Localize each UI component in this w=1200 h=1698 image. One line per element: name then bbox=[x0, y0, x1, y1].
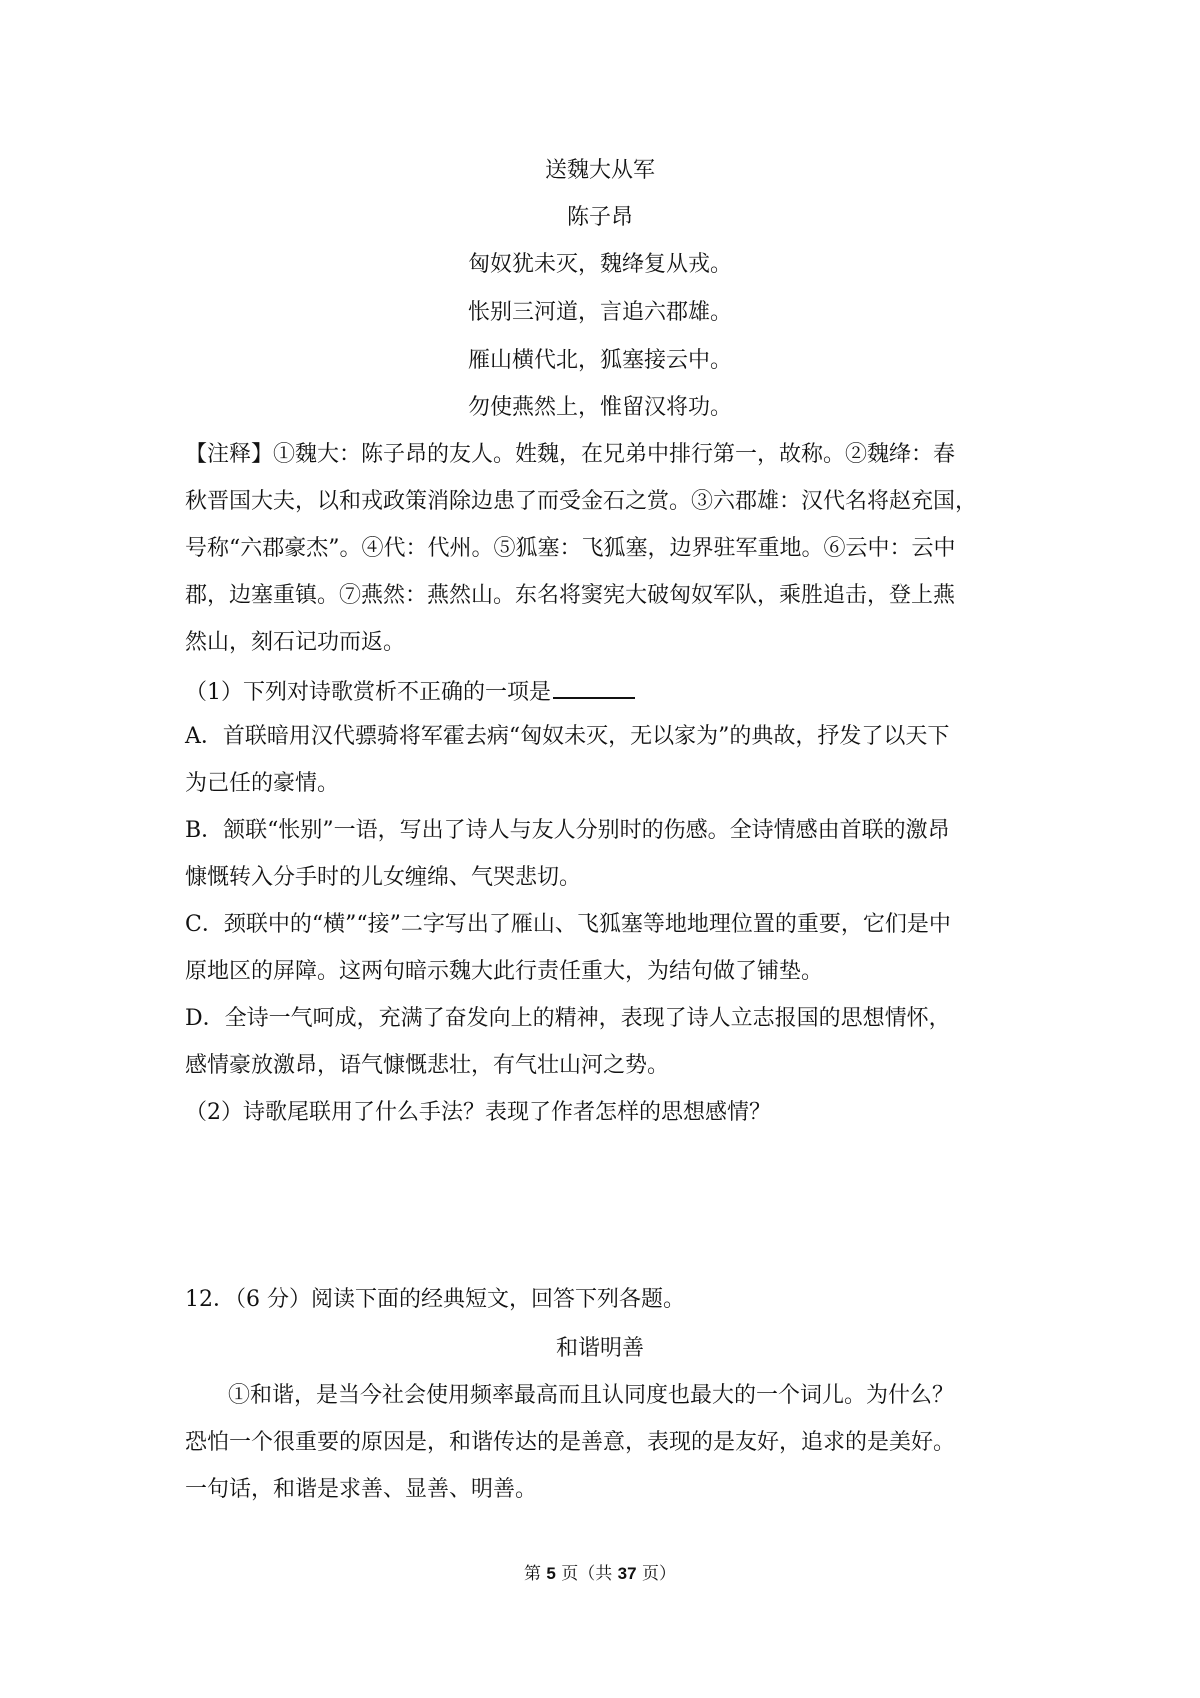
essay-paragraph-line: ①和谐，是当今社会使用频率最高而且认同度也最大的一个词儿。为什么？ bbox=[228, 1383, 955, 1408]
question-2-stem: （2）诗歌尾联用了什么手法？表现了作者怎样的思想感情？ bbox=[185, 1100, 771, 1125]
option-c-line: C．颈联中的“横”“接”二字写出了雁山、飞狐塞等地地理位置的重要，它们是中 bbox=[185, 912, 951, 937]
question-12-stem: 12．（6 分）阅读下面的经典短文，回答下列各题。 bbox=[185, 1287, 685, 1312]
option-a-line: 为己任的豪情。 bbox=[185, 771, 340, 796]
essay-paragraph-line: 一句话，和谐是求善、显善、明善。 bbox=[185, 1477, 538, 1502]
footer-suffix: 页） bbox=[642, 1564, 676, 1584]
poem-author: 陈子昂 bbox=[566, 205, 633, 230]
essay-paragraph-line: 恐怕一个很重要的原因是，和谐传达的是善意，表现的是友好，追求的是美好。 bbox=[185, 1430, 956, 1455]
poem-line: 勿使燕然上，惟留汉将功。 bbox=[467, 395, 732, 420]
option-d-line: D．全诗一气呵成，充满了奋发向上的精神，表现了诗人立志报国的思想情怀， bbox=[185, 1006, 951, 1031]
notes-line: 【注释】①魏大：陈子昂的友人。姓魏，在兄弟中排行第一，故称。②魏绛：春 bbox=[185, 442, 956, 467]
poem-line: 匈奴犹未灭，魏绛复从戎。 bbox=[467, 252, 732, 277]
essay-title: 和谐明善 bbox=[555, 1336, 644, 1361]
answer-blank bbox=[553, 675, 635, 699]
option-a-line: A．首联暗用汉代骠骑将军霍去病“匈奴未灭，无以家为”的典故，抒发了以天下 bbox=[185, 724, 950, 749]
notes-line: 然山，刻石记功而返。 bbox=[185, 630, 406, 655]
footer-total-pages: 37 bbox=[617, 1564, 637, 1583]
footer-prefix: 第 bbox=[523, 1564, 541, 1584]
footer-page-number: 5 bbox=[546, 1564, 556, 1583]
option-b-line: 慷慨转入分手时的儿女缠绵、气哭悲切。 bbox=[185, 865, 582, 890]
footer-middle: 页（共 bbox=[561, 1564, 613, 1584]
page-footer bbox=[0, 1562, 1200, 1586]
notes-line: 号称“六郡豪杰”。④代：代州。⑤狐塞：飞狐塞，边界驻军重地。⑥云中：云中 bbox=[185, 536, 956, 561]
notes-line: 秋晋国大夫，以和戎政策消除边患了而受金石之赏。③六郡雄：汉代名将赵充国， bbox=[185, 489, 978, 514]
question-1-text: （1）下列对诗歌赏析不正确的一项是 bbox=[185, 680, 551, 705]
notes-line: 郡，边塞重镇。⑦燕然：燕然山。东名将窦宪大破匈奴军队，乘胜追击，登上燕 bbox=[185, 583, 956, 608]
option-b-line: B．颔联“怅别”一语，写出了诗人与友人分别时的伤感。全诗情感由首联的激昂 bbox=[185, 818, 950, 843]
question-1-stem bbox=[185, 675, 635, 708]
poem-title: 送魏大从军 bbox=[544, 158, 655, 183]
poem-line: 雁山横代北，狐塞接云中。 bbox=[467, 348, 732, 373]
poem-line: 怅别三河道，言追六郡雄。 bbox=[467, 300, 732, 325]
option-d-line: 感情豪放激昂，语气慷慨悲壮，有气壮山河之势。 bbox=[185, 1053, 670, 1078]
option-c-line: 原地区的屏障。这两句暗示魏大此行责任重大，为结句做了铺垫。 bbox=[185, 959, 824, 984]
